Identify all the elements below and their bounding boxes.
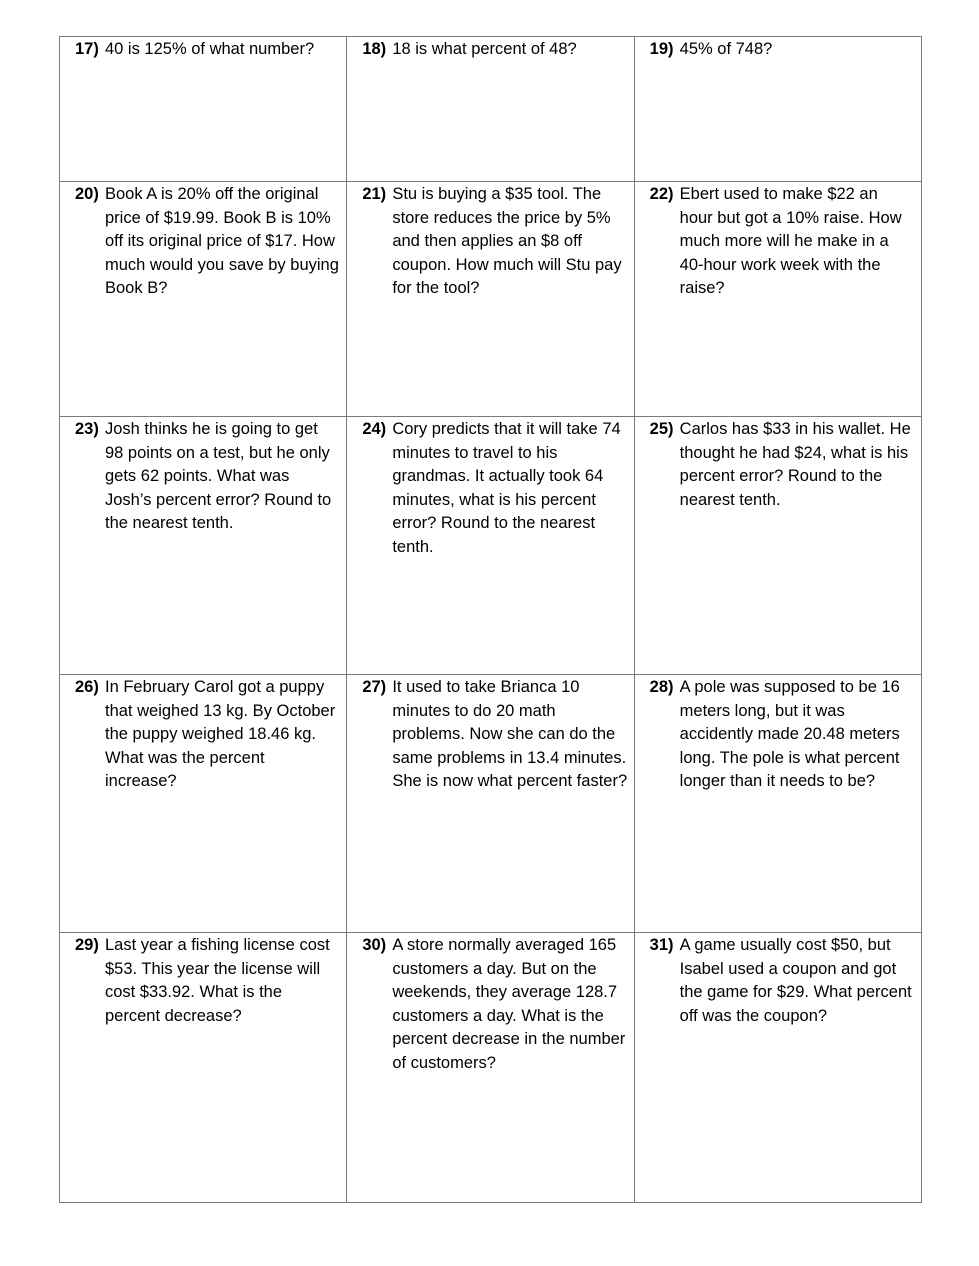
- problem-31: [635, 933, 921, 1028]
- problem-text: In February Carol got a puppy that weighed 13 kg. By October the puppy weighed 18.46 kg. What was the percent increase?: [105, 678, 336, 790]
- problem-cell: [634, 182, 921, 417]
- problem-number: 19): [649, 40, 674, 58]
- problem-number: 23): [75, 420, 99, 438]
- problem-27: [347, 675, 633, 794]
- problem-text: It used to take Brianca 10 minutes to do 20 math problems. Now she can do the same problems in 13.4 minutes. She is now what percent faster?: [392, 678, 628, 790]
- problem-text: Stu is buying a $35 tool. The store reduces the price by 5% and then applies an $8 off coupon. How much will Stu pay for the tool?: [392, 185, 622, 297]
- problem-row: [60, 933, 922, 1203]
- problem-30: [347, 933, 633, 1075]
- problem-number: 28): [649, 678, 674, 696]
- problem-24: [347, 417, 633, 559]
- problem-text: 18 is what percent of 48?: [392, 40, 577, 58]
- problem-cell: [634, 417, 921, 675]
- problem-number: 29): [75, 936, 99, 954]
- problem-cell: [347, 182, 634, 417]
- problem-text: 45% of 748?: [679, 40, 773, 58]
- problem-number: 18): [362, 40, 387, 58]
- problem-cell: [347, 37, 634, 182]
- problem-cell: [60, 675, 347, 933]
- problem-row: [60, 417, 922, 675]
- problem-text: Cory predicts that it will take 74 minutes to travel to his grandmas. It actually took 64 minutes, what is his percent error? Round to the nearest tenth.: [392, 420, 621, 556]
- problem-text: Ebert used to make $22 an hour but got a 10% raise. How much more will he make in a 40-hour work week with the raise?: [679, 185, 902, 297]
- problem-number: 26): [75, 678, 99, 696]
- problem-number: 31): [649, 936, 674, 954]
- problem-number: 17): [75, 40, 99, 58]
- problem-cell: [347, 675, 634, 933]
- problem-row: [60, 182, 922, 417]
- problem-cell: [634, 675, 921, 933]
- problem-21: [347, 182, 633, 301]
- problem-row: [60, 37, 922, 182]
- problem-number: 27): [362, 678, 387, 696]
- problem-20: [60, 182, 346, 301]
- problem-text: Book A is 20% off the original price of $19.99. Book B is 10% off its original price of $17. How much would you save by buying Book B?: [105, 185, 339, 297]
- problem-18: [347, 37, 633, 62]
- problem-number: 22): [649, 185, 674, 203]
- problem-text: A store normally averaged 165 customers a day. But on the weekends, they average 128.7 customers a day. What is the percent decrease in the number of customers?: [392, 936, 626, 1072]
- problem-text: Josh thinks he is going to get 98 points on a test, but he only gets 62 points. What was Josh’s percent error? Round to the nearest tenth.: [105, 420, 332, 532]
- problem-22: [635, 182, 921, 301]
- problem-grid: [59, 36, 922, 1203]
- problem-cell: [347, 417, 634, 675]
- problem-17: [60, 37, 346, 62]
- problem-number: 24): [362, 420, 387, 438]
- problem-29: [60, 933, 346, 1028]
- problem-28: [635, 675, 921, 794]
- problem-number: 21): [362, 185, 387, 203]
- problem-text: Carlos has $33 in his wallet. He thought he had $24, what is his percent error? Round to the nearest tenth.: [679, 420, 911, 509]
- problem-text: A game usually cost $50, but Isabel used a coupon and got the game for $29. What percent off was the coupon?: [679, 936, 912, 1025]
- problem-text: A pole was supposed to be 16 meters long, but it was accidently made 20.48 meters long. The pole is what percent longer than it needs to be?: [679, 678, 900, 790]
- problem-text: Last year a fishing license cost $53. This year the license will cost $33.92. What is the percent decrease?: [105, 936, 330, 1025]
- problem-row: [60, 675, 922, 933]
- problem-number: 30): [362, 936, 387, 954]
- problem-cell: [60, 182, 347, 417]
- problem-text: 40 is 125% of what number?: [105, 40, 315, 58]
- problem-cell: [347, 933, 634, 1203]
- problem-number: 20): [75, 185, 99, 203]
- problem-26: [60, 675, 346, 794]
- problem-23: [60, 417, 346, 536]
- problem-cell: [60, 933, 347, 1203]
- problem-25: [635, 417, 921, 512]
- problem-19: [635, 37, 921, 62]
- problem-cell: [60, 417, 347, 675]
- problem-cell: [60, 37, 347, 182]
- problem-cell: [634, 933, 921, 1203]
- problem-number: 25): [649, 420, 674, 438]
- problem-cell: [634, 37, 921, 182]
